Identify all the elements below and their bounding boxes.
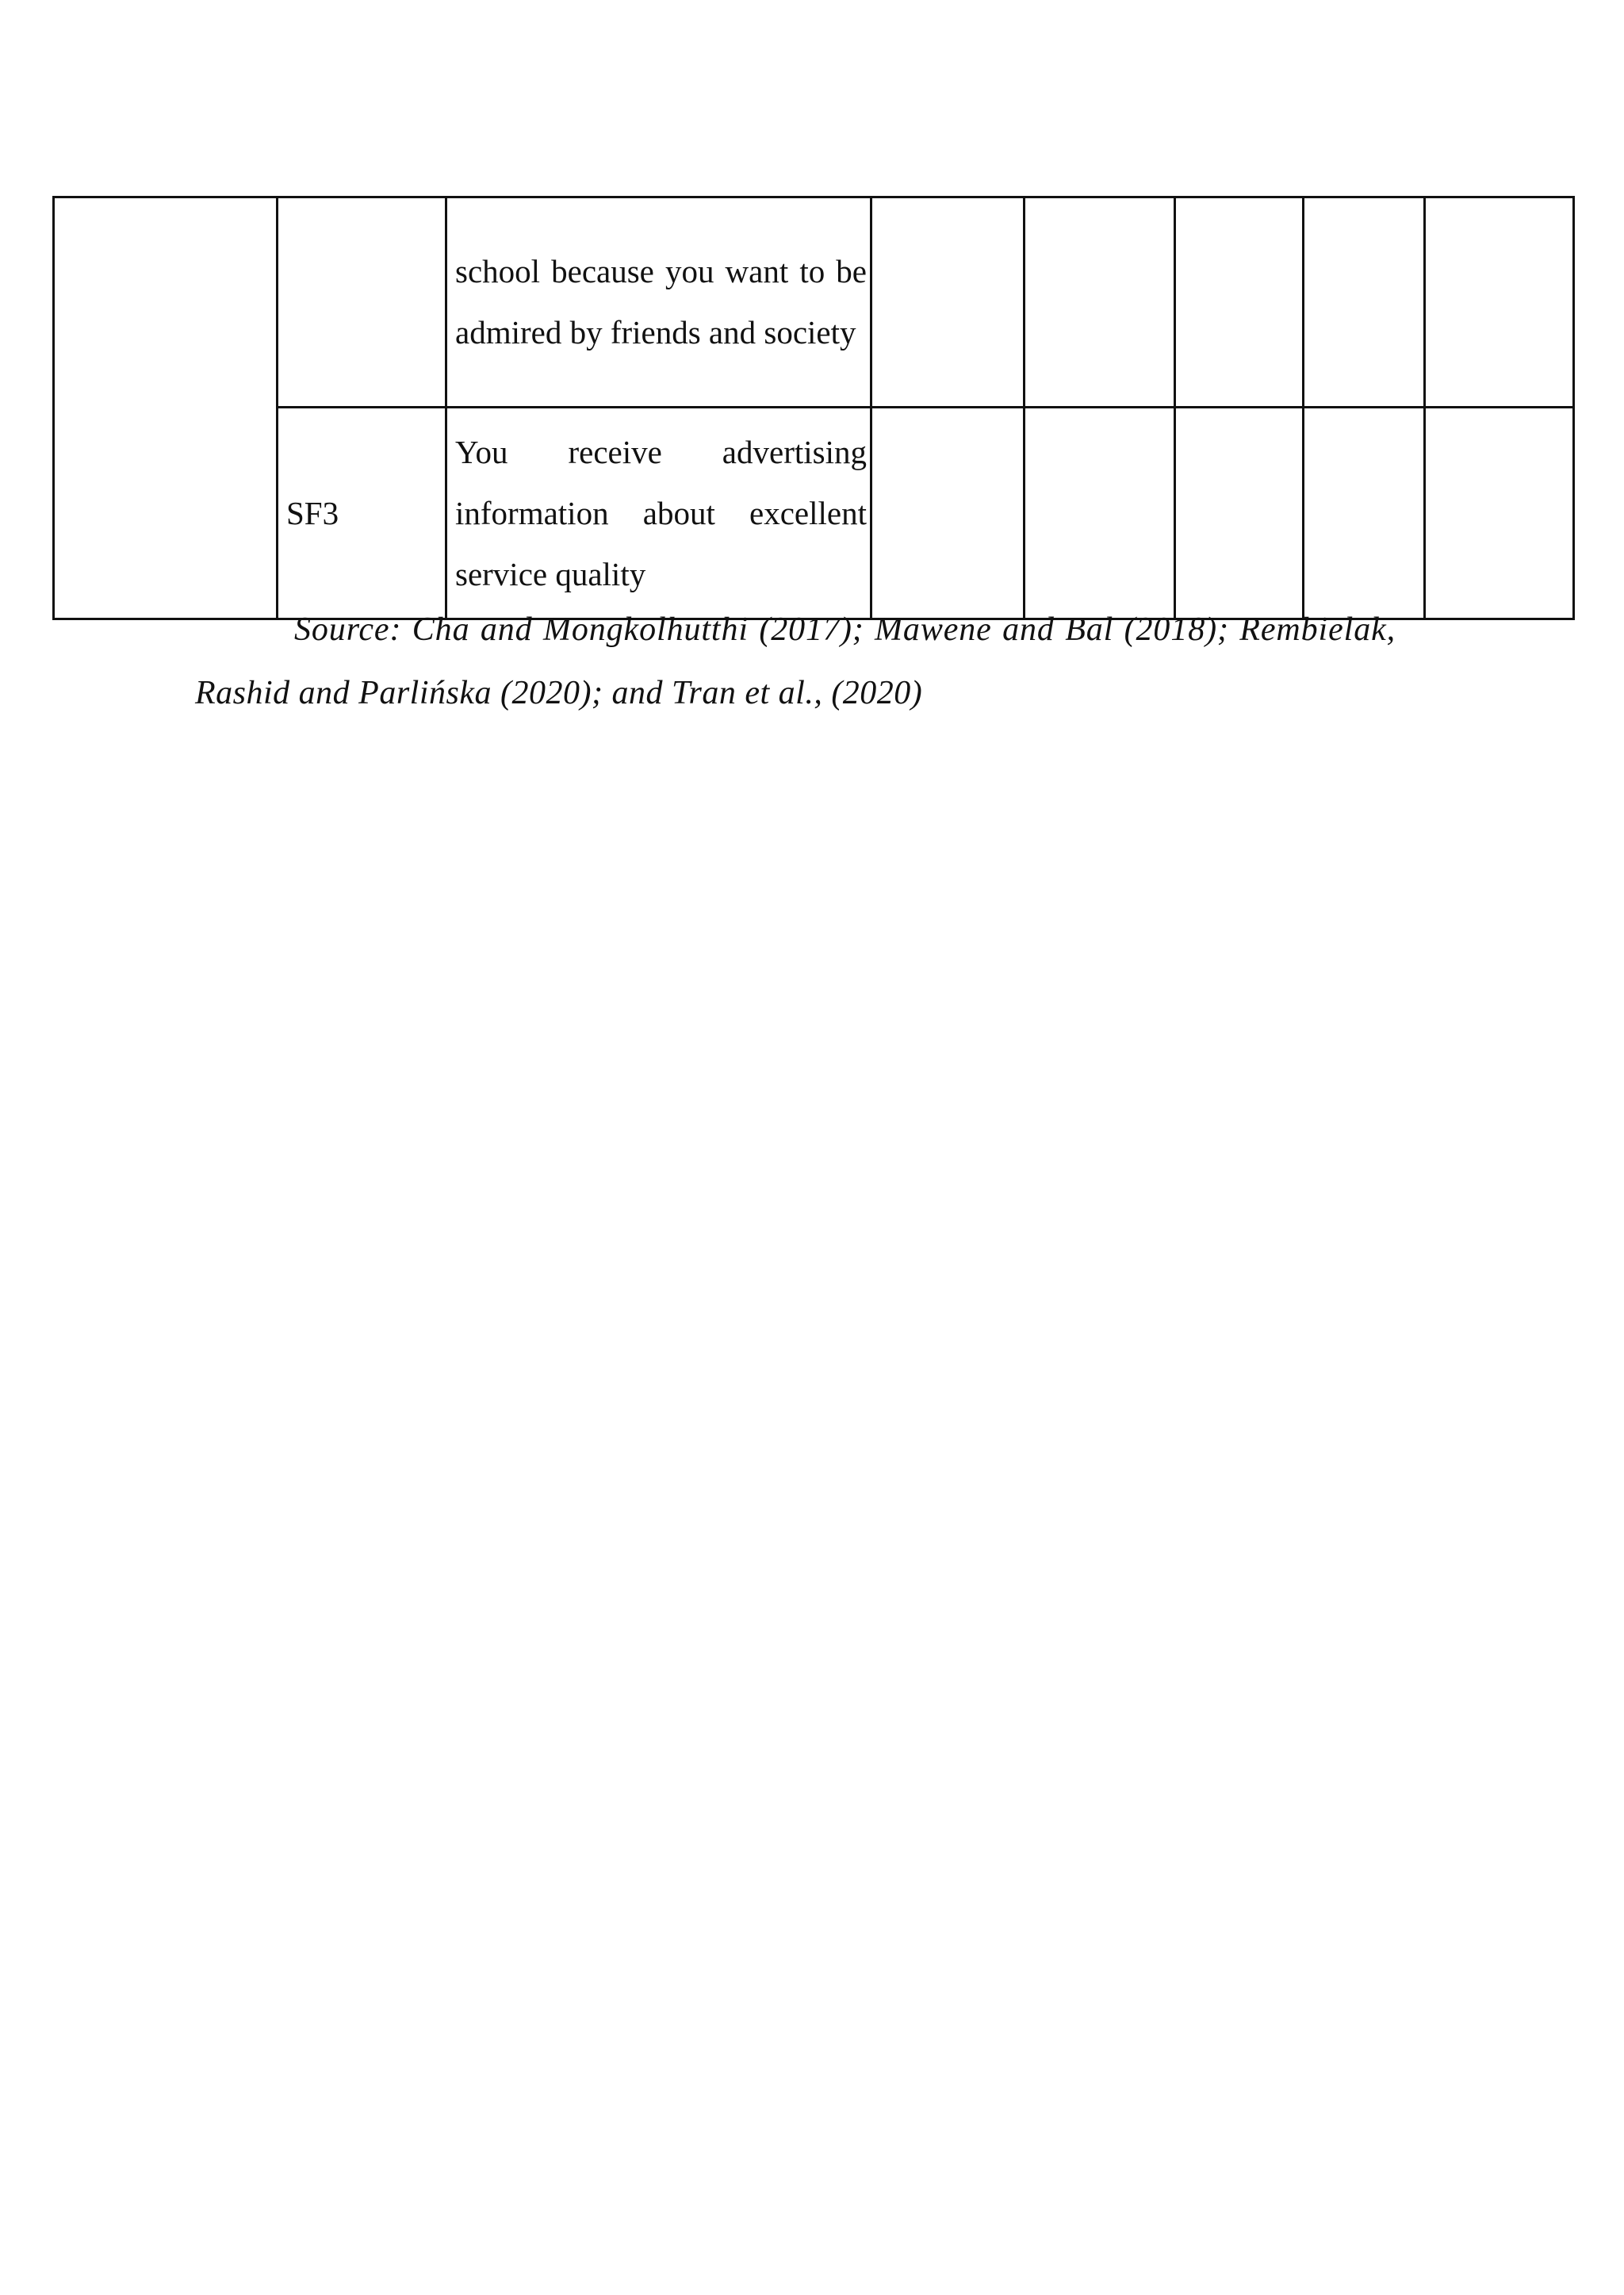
rating-cell xyxy=(1304,197,1425,408)
rating-cell xyxy=(1425,197,1574,408)
item-statement: school because you want to be admired by friends and society xyxy=(455,253,867,351)
item-statement: You receive advertising information about excellent service quality xyxy=(455,433,867,592)
rating-cell xyxy=(871,408,1025,619)
source-line-1: Source: Cha and Mongkolhutthi (2017); Mawene and Bal (2018); Rembielak, xyxy=(294,611,1396,648)
table-row xyxy=(54,408,1574,619)
item-statement-cell xyxy=(446,408,871,619)
factor-cell xyxy=(54,197,278,619)
item-code-cell xyxy=(278,197,446,408)
rating-cell xyxy=(1175,408,1304,619)
rating-cell xyxy=(1025,408,1175,619)
source-line-2: Rashid and Parlińska (2020); and Tran et al., (2020) xyxy=(195,675,923,711)
rating-cell xyxy=(1175,197,1304,408)
item-statement-cell xyxy=(446,197,871,408)
rating-cell xyxy=(1025,197,1175,408)
item-code-cell: SF3 xyxy=(278,408,446,619)
survey-items-table xyxy=(52,196,1575,620)
rating-cell xyxy=(871,197,1025,408)
rating-cell xyxy=(1425,408,1574,619)
rating-cell xyxy=(1304,408,1425,619)
table-row xyxy=(54,197,1574,408)
